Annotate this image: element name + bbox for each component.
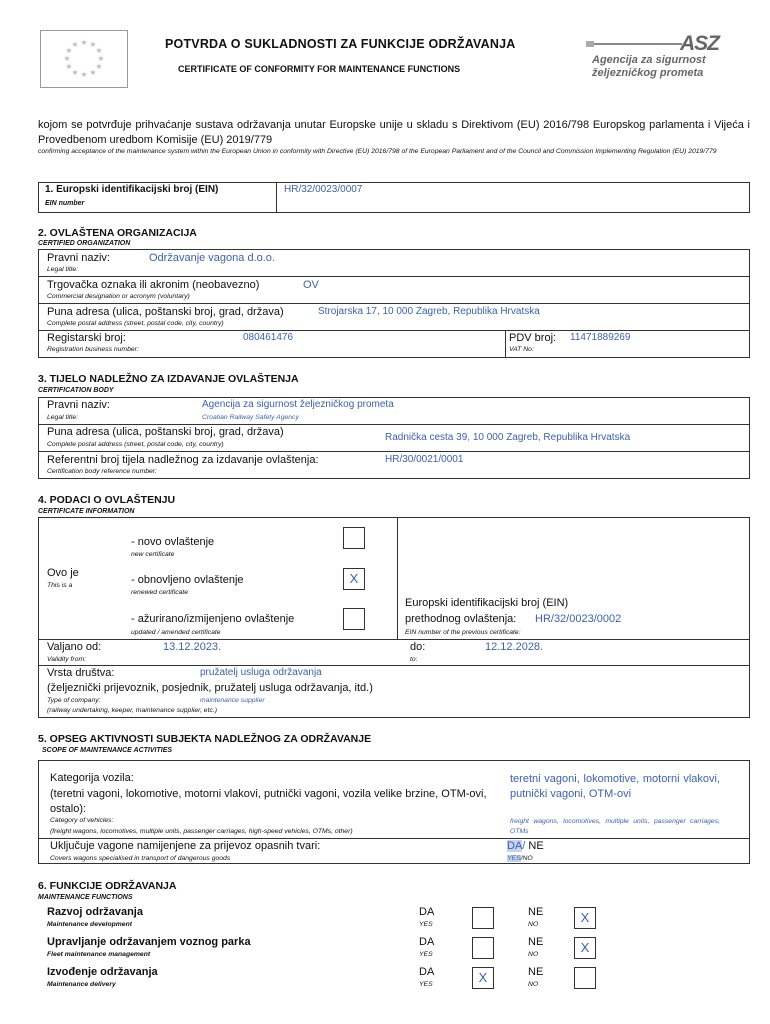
ci-type-divider: [397, 517, 398, 639]
cb-legal-name-value: Agencija za sigurnost željezničkog prometa: [202, 399, 394, 410]
svg-text:★: ★: [89, 40, 97, 49]
svg-text:★: ★: [80, 70, 88, 79]
org-address-label: Puna adresa (ulica, poštanski broj, grad, država): [47, 306, 284, 318]
agency-name-line2: željezničkog prometa: [592, 67, 704, 79]
ci-this-is-label: Ovo je: [47, 567, 79, 579]
asz-logo: [586, 32, 736, 82]
ci-opt-renewed-label: - obnovljeno ovlaštenje: [131, 574, 244, 586]
scope-dangerous-label-en: Covers wagons specialised in transport of dangerous goods: [50, 855, 231, 862]
section5-title: 5. OPSEG AKTIVNOSTI SUBJEKTA NADLEŽNOG ZA ODRŽAVANJE: [38, 733, 372, 745]
mf-row-no-label-en: NO: [528, 981, 539, 988]
org-row-line-3: [38, 330, 750, 331]
cb-address-label-en: Complete postal address (street, postal code, city, country): [47, 441, 224, 448]
mf-row-yes-label: DA: [419, 966, 435, 978]
ci-company-type-hint-en: (railway undertaking, keeper, maintenance supplier, etc.): [47, 707, 218, 714]
ci-prev-ein-label-1: Europski identifikacijski broj (EIN): [405, 597, 569, 609]
section6-title: 6. FUNKCIJE ODRŽAVANJA: [38, 880, 177, 892]
mf-row-label-en: Maintenance development: [47, 921, 132, 928]
svg-text:★: ★: [95, 62, 103, 71]
scope-dangerous-answer: [507, 840, 544, 852]
mf-row-yes-checkbox[interactable]: [472, 937, 494, 959]
section3-title-en: CERTIFICATION BODY: [38, 387, 114, 394]
ci-prev-ein-value: HR/32/0023/0002: [535, 613, 622, 625]
mf-row-no-label: NE: [528, 936, 544, 948]
svg-text:★: ★: [80, 38, 88, 47]
ci-opt-renewed-label-en: renewed certificate: [131, 589, 189, 596]
org-trade-value: OV: [303, 279, 319, 291]
document-subtitle: CERTIFICATE OF CONFORMITY FOR MAINTENANCE FUNCTIONS: [178, 64, 461, 74]
scope-dangerous-slash-en: /: [520, 855, 523, 862]
org-legal-name-label: Pravni naziv:: [47, 252, 110, 264]
svg-text:★: ★: [97, 54, 105, 63]
scope-dangerous-no[interactable]: NE: [528, 840, 544, 852]
section2-title-en: CERTIFIED ORGANIZATION: [38, 240, 131, 247]
ci-company-type-label: Vrsta društva:: [47, 667, 115, 679]
mf-row-yes-label-en: YES: [419, 921, 433, 928]
scope-category-value: teretni vagoni, lokomotive, motorni vlakovi, putnički vagoni, OTM-ovi: [510, 773, 720, 800]
svg-text:★: ★: [63, 54, 71, 63]
mf-row-yes-label: DA: [419, 936, 435, 948]
org-reg-value: 080461476: [243, 332, 294, 343]
svg-text:★: ★: [71, 40, 79, 49]
ci-valid-to-label-en: to:: [410, 656, 418, 663]
ci-valid-from-label: Valjano od:: [47, 641, 102, 653]
section4-title-en: CERTIFICATE INFORMATION: [38, 508, 135, 515]
mf-row-no-checkbox[interactable]: X: [574, 937, 596, 959]
mf-row-label: Izvođenje održavanja: [47, 966, 158, 978]
ci-prev-ein-label-2: prethodnog ovlaštenja:: [405, 613, 517, 625]
svg-text:★: ★: [89, 68, 97, 77]
logo-bar: [586, 41, 594, 47]
scope-row-line: [38, 838, 750, 839]
cb-row-line-1: [38, 424, 750, 425]
org-legal-name-label-en: Legal title:: [47, 266, 78, 273]
eu-flag-logo: [40, 30, 128, 88]
section2-title: 2. OVLAŠTENA ORGANIZACIJA: [38, 227, 197, 239]
mf-row-label-en: Fleet maintenance management: [47, 951, 151, 958]
cb-legal-name-label-en: Legal title:: [47, 414, 78, 421]
org-vat-divider: [505, 330, 506, 358]
org-reg-label-en: Registration business number:: [47, 346, 139, 353]
section3-title: 3. TIJELO NADLEŽNO ZA IZDAVANJE OVLAŠTENJA: [38, 373, 299, 385]
mf-row-no-checkbox[interactable]: X: [574, 907, 596, 929]
cb-legal-name-value-en: Croatian Railway Safety Agency: [202, 414, 299, 421]
mf-row-no-checkbox[interactable]: [574, 967, 596, 989]
scope-dangerous-no-en: NO: [522, 855, 533, 862]
svg-text:★: ★: [65, 46, 73, 55]
mf-row-no-label: NE: [528, 966, 544, 978]
ci-company-type-hint: (željeznički prijevoznik, posjednik, pružatelj usluga održavanja, itd.): [47, 682, 373, 694]
mf-row-label: Upravljanje održavanjem voznog parka: [47, 936, 251, 948]
org-legal-name-value: Održavanje vagona d.o.o.: [149, 252, 275, 264]
ci-company-type-value-en: maintenance supplier: [200, 697, 265, 704]
ci-opt-updated-checkbox[interactable]: [343, 608, 365, 630]
org-vat-label: PDV broj:: [509, 332, 557, 344]
mf-row-yes-checkbox[interactable]: X: [472, 967, 494, 989]
ci-row-line-validity: [38, 639, 750, 640]
ci-opt-renewed-checkbox[interactable]: X: [343, 568, 365, 590]
agency-name-line1: Agencija za sigurnost: [592, 54, 706, 66]
org-address-value: Strojarska 17, 10 000 Zagreb, Republika Hrvatska: [318, 306, 540, 317]
ci-opt-new-label: - novo ovlaštenje: [131, 536, 215, 548]
cb-ref-value: HR/30/0021/0001: [385, 454, 464, 465]
ci-opt-updated-label: - ažurirano/izmijenjeno ovlaštenje: [131, 613, 295, 625]
org-trade-label: Trgovačka oznaka ili akronim (neobavezno): [47, 279, 260, 291]
org-vat-value: 11471889269: [570, 332, 631, 343]
ci-company-type-value: pružatelj usluga održavanja: [200, 667, 322, 678]
scope-dangerous-label: Uključuje vagone namijenjene za prijevoz opasnih tvari:: [50, 840, 321, 852]
section6-title-en: MAINTENANCE FUNCTIONS: [38, 894, 133, 901]
ci-valid-to-label: do:: [410, 641, 426, 653]
cb-ref-label-en: Certification body reference number:: [47, 468, 157, 475]
org-vat-label-en: VAT No:: [509, 346, 534, 353]
ci-row-line-company: [38, 665, 750, 666]
org-trade-label-en: Commercial designation or acronym (voluntary): [47, 293, 190, 300]
svg-text:★: ★: [95, 46, 103, 55]
mf-row-yes-label: DA: [419, 906, 435, 918]
section5-title-en: SCOPE OF MAINTENANCE ACTIVITIES: [42, 747, 173, 754]
scope-category-value-en: freight wagons, locomotives, multiple units, passenger carriages, OTMs: [510, 818, 720, 835]
svg-text:★: ★: [71, 68, 79, 77]
ci-company-type-label-en: Type of company:: [47, 697, 101, 704]
mf-row-label: Razvoj održavanja: [47, 906, 143, 918]
ein-value: HR/32/0023/0007: [284, 184, 363, 195]
mf-row-no-label: NE: [528, 906, 544, 918]
intro-text-en: confirming acceptance of the maintenance system within the European Union in conformity with Directive (EU) 2016/798 of the European Parliament and of the Council and Commission Implementing Regulation (EU) 2019/779: [38, 148, 717, 155]
org-reg-label: Registarski broj:: [47, 332, 126, 344]
ein-label-en: EIN number: [45, 200, 85, 207]
cb-address-label: Puna adresa (ulica, poštanski broj, grad, država): [47, 426, 284, 438]
ci-valid-from-value: 13.12.2023.: [163, 641, 222, 653]
ci-opt-new-checkbox[interactable]: [343, 527, 365, 549]
ci-this-is-label-en: This is a: [47, 582, 73, 589]
eu-stars-icon: [41, 31, 127, 87]
scope-category-hint: (teretni vagoni, lokomotive, motorni vlakovi, putnički vagoni, vozila velike brzine, OTM-ovi, ostalo):: [50, 788, 487, 815]
section4-title: 4. PODACI O OVLAŠTENJU: [38, 494, 176, 506]
mf-row-yes-label-en: YES: [419, 951, 433, 958]
ci-valid-from-label-en: Validity from:: [47, 656, 87, 663]
scope-category-label-en: Category of vehicles:: [50, 817, 114, 824]
mf-row-label-en: Maintenance delivery: [47, 981, 116, 988]
mf-row-yes-checkbox[interactable]: [472, 907, 494, 929]
svg-text:★: ★: [65, 62, 73, 71]
ci-prev-ein-label-en: EIN number of the previous certificate:: [405, 629, 521, 636]
cb-address-value: Radnička cesta 39, 10 000 Zagreb, Republika Hrvatska: [385, 432, 631, 443]
scope-dangerous-yes[interactable]: DA: [507, 840, 523, 852]
ci-valid-to-value: 12.12.2028.: [485, 641, 544, 653]
org-address-label-en: Complete postal address (street, postal code, city, country): [47, 320, 224, 327]
scope-category-hint-en: (freight wagons, locomotives, multiple units, passenger carriages, high-speed vehicles, OTMs, other): [50, 828, 353, 835]
logo-line: [594, 43, 682, 45]
scope-category-label: Kategorija vozila:: [50, 772, 134, 784]
scope-dangerous-answer-en: [507, 855, 533, 862]
ci-opt-updated-label-en: updated / amended certificate: [131, 629, 221, 636]
ci-opt-new-label-en: new certificate: [131, 551, 175, 558]
cb-legal-name-label: Pravni naziv:: [47, 399, 110, 411]
mf-row-yes-label-en: YES: [419, 981, 433, 988]
mf-row-no-label-en: NO: [528, 921, 539, 928]
document-title: POTVRDA O SUKLADNOSTI ZA FUNKCIJE ODRŽAVANJA: [165, 37, 516, 51]
logo-mark: ASZ: [680, 32, 719, 55]
mf-row-no-label-en: NO: [528, 951, 539, 958]
intro-text-hr: kojom se potvrđuje prihvaćanje sustava održavanja unutar Europske unije u skladu s Direktivom (EU) 2016/798 Europskog parlamenta i Vijeća i Provedbenom uredbom Komisije (EU) 2019/779: [38, 119, 750, 146]
ein-divider: [276, 182, 277, 213]
cb-ref-label: Referentni broj tijela nadležnog za izdavanje ovlaštenja:: [47, 454, 319, 466]
scope-dangerous-slash: /: [522, 840, 526, 852]
cb-row-line-2: [38, 451, 750, 452]
ein-label: 1. Europski identifikacijski broj (EIN): [45, 184, 219, 195]
org-row-line-2: [38, 303, 750, 304]
org-row-line-1: [38, 276, 750, 277]
scope-dangerous-yes-en: YES: [507, 855, 521, 862]
